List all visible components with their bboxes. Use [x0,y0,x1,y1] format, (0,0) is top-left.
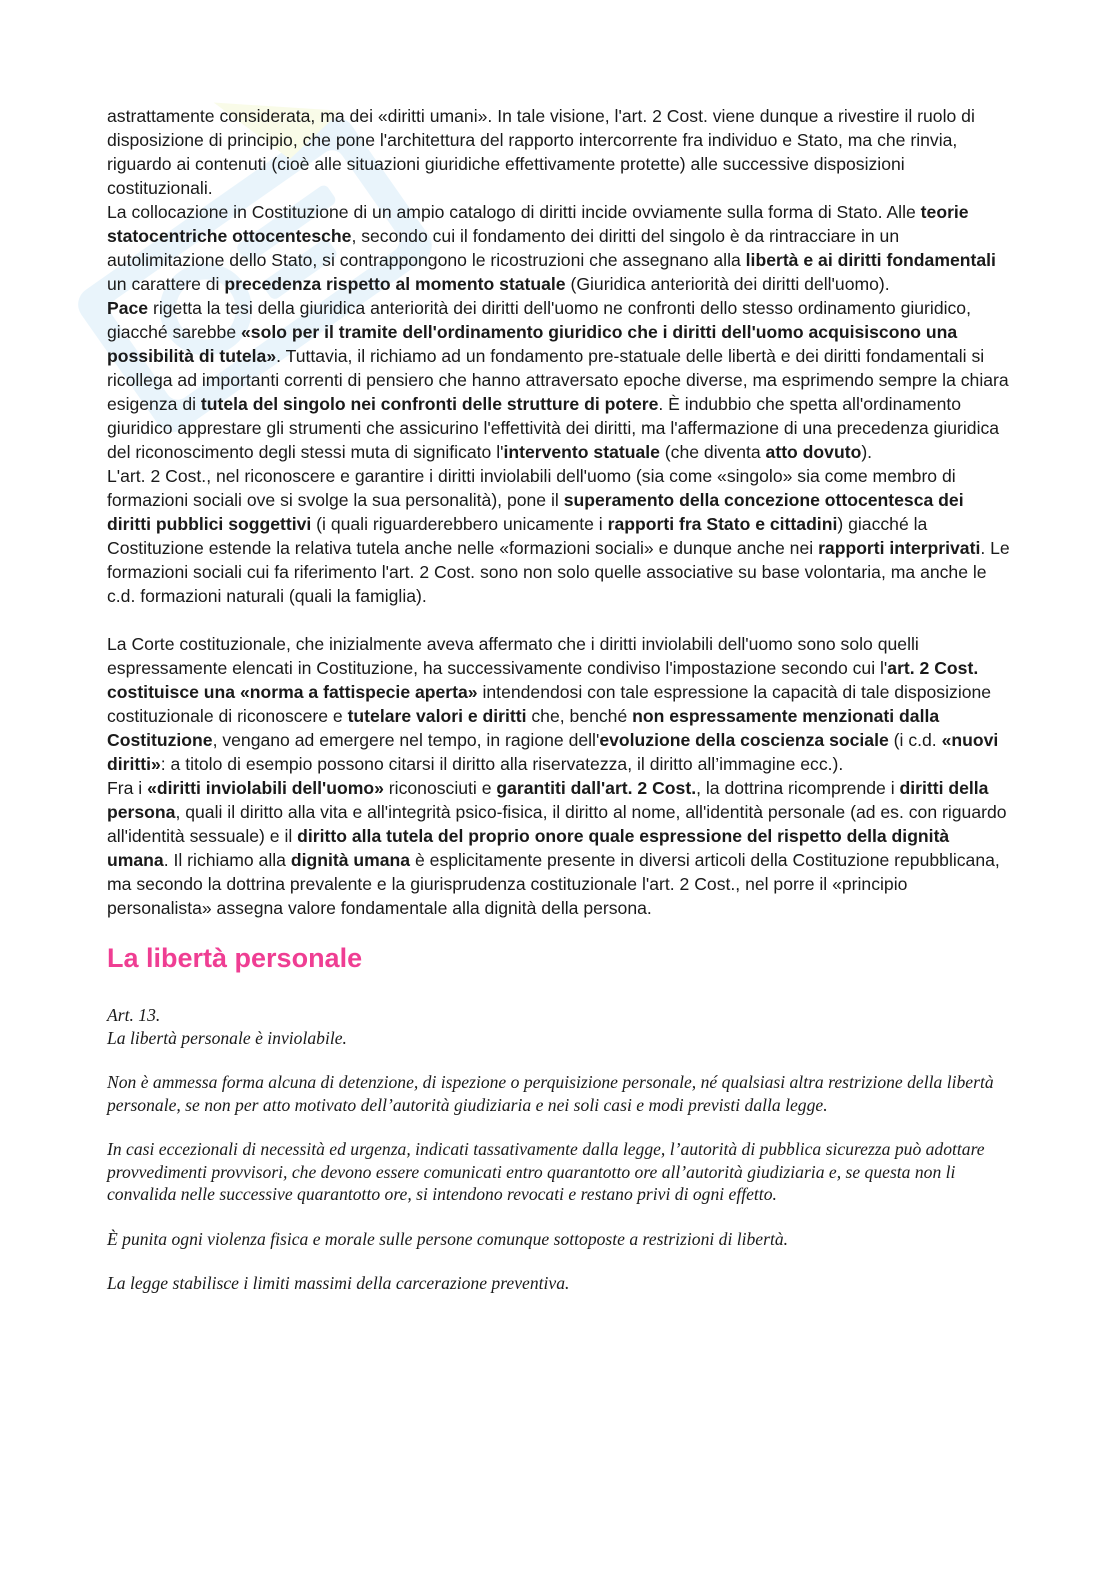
article-gap [107,1049,1012,1071]
text-run: . Tuttavia, il richiamo ad un fondamento pre-statuale delle libertà e dei diritti fondamentali si ricollega ad importanti correnti di pensiero che hanno attraversato epoche diverse, ma esprimendo sempre la chiara esigenza di [107,346,1009,414]
bold-text: «diritti inviolabili dell'uomo» [147,778,384,798]
article-paragraph: Non è ammessa forma alcuna di detenzione, di ispezione o perquisizione personale, né qualsiasi altra restrizione della libertà personale, se non per atto motivato dell’autorità giudiziaria e nei soli casi e modi previsti dalla legge. [107,1072,994,1115]
article-paragraph: La libertà personale è inviolabile. [107,1027,347,1048]
article-gap [107,1116,1012,1138]
article-block [107,1004,1012,1295]
article-gap [107,1206,1012,1228]
text-run: (i c.d. [888,730,942,750]
text-run: riconosciuti e [383,778,497,798]
paragraph [107,200,1012,296]
bold-text: diritto alla tutela del proprio onore quale espressione del rispetto della dignità umana [107,826,950,870]
bold-text: evoluzione della coscienza sociale [599,730,889,750]
bold-text: Pace [107,298,149,318]
bold-text: «solo per il tramite dell'ordinamento giuridico che i diritti dell'uomo acquisiscono una possibilità di tutela» [107,322,958,366]
article-paragraph: È punita ogni violenza fisica e morale sulle persone comunque sottoposte a restrizioni di libertà. [107,1228,789,1249]
text-run: intendendosi con tale espressione la capacità di tale disposizione costituzionale di riconoscere e [107,682,992,726]
bold-text: atto dovuto [765,442,862,462]
bold-text: libertà e ai diritti fondamentali [745,250,996,270]
text-run: (i quali riguarderebbero unicamente i [311,514,608,534]
paragraph [107,464,1012,608]
text-run: Fra i [107,778,148,798]
text-run: , la dottrina ricomprende i [696,778,900,798]
bold-text: precedenza rispetto al momento statuale [224,274,566,294]
bold-text: tutela del singolo nei confronti delle strutture di potere [200,394,659,414]
bold-text: diritti della persona [107,778,989,822]
bold-text: rapporti interprivati [818,538,981,558]
paragraph [107,104,1012,200]
article-heading: Art. 13. [107,1005,161,1025]
article-gap [107,1250,1012,1272]
bold-text: non espressamente menzionati dalla Costituzione [107,706,940,750]
bold-text: intervento statuale [503,442,660,462]
text-run: . È indubbio che spetta all'ordinamento giuridico apprestare gli strumenti che assicurino l'effettività dei diritti, ma l'affermazione di una precedenza giuridica del riconoscimento degli stessi muta di significato l' [107,394,1000,462]
paragraph-gap [107,608,1012,632]
bold-text: «nuovi diritti» [107,730,999,774]
text-run: un carattere di [107,274,225,294]
body-text [107,104,1012,920]
text-run: ). [861,442,873,462]
paragraph [107,776,1012,920]
document-page [107,104,1012,1295]
text-run: che, benché [526,706,633,726]
article-paragraph: In casi eccezionali di necessità ed urgenza, indicati tassativamente dalla legge, l’autorità di pubblica sicurezza può adottare provvedimenti provvisori, che devono essere comunicati entro quarantotto ore all’autorità giudiziaria e, se questa non li convalida nelle successive quarantotto ore, si intendono revocati e restano privi di ogni effetto. [107,1139,985,1204]
bold-text: rapporti fra Stato e cittadini [607,514,838,534]
text-run: è esplicitamente presente in diversi articoli della Costituzione repubblicana, ma secondo la dottrina prevalente e la giurisprudenza costituzionale l'art. 2 Cost., nel porre il «principio personalista» assegna valore fondamentale alla dignità della persona. [107,850,1000,918]
text-run: . Le formazioni sociali cui fa riferimento l'art. 2 Cost. sono non solo quelle associative su base volontaria, ma anche le c.d. formazioni naturali (quali la famiglia). [107,538,1010,606]
text-run: L'art. 2 Cost., nel riconoscere e garantire i diritti inviolabili dell'uomo (sia come «singolo» sia come membro di formazioni sociali ove si svolge la sua personalità), pone il [107,466,956,510]
text-run: , secondo cui il fondamento dei diritti del singolo è da rintracciare in un autolimitazione dello Stato, si contrappongono le ricostruzioni che assegnano alla [107,226,900,270]
section-title: La libertà personale [107,943,363,973]
paragraph [107,632,1012,776]
bold-text: dignità umana [290,850,411,870]
text-run: ) giacché la Costituzione estende la relativa tutela anche nelle «formazioni sociali» e dunque anche nei [107,514,928,558]
bold-text: garantiti dall'art. 2 Cost. [496,778,697,798]
text-run: La Corte costituzionale, che inizialmente aveva affermato che i diritti inviolabili dell'uomo sono solo quelli espressamente elencati in Costituzione, ha successivamente condiviso l'impostazione secondo cui l' [107,634,919,678]
bold-text: superamento della concezione ottocentesca dei diritti pubblici soggettivi [107,490,964,534]
text-run: rigetta la tesi della giuridica anteriorità dei diritti dell'uomo ne confronti dello stesso ordinamento giuridico, giacché sarebbe [107,298,971,342]
text-run: : a titolo di esempio possono citarsi il diritto alla riservatezza, il diritto all’immagine ecc.). [160,754,844,774]
text-run: astrattamente considerata, ma dei «diritti umani». In tale visione, l'art. 2 Cost. viene dunque a rivestire il ruolo di disposizione di principio, che pone l'architettura del rapporto intercorrente fra individuo e Stato, ma che rinvia, riguardo ai contenuti (cioè alle situazioni giuridiche effettivamente protette) alle successive disposizioni costituzionali. [107,106,975,198]
bold-text: teorie statocentriche ottocentesche [107,202,969,246]
text-run: La collocazione in Costituzione di un ampio catalogo di diritti incide ovviamente sulla forma di Stato. Alle [107,202,921,222]
text-run: . Il richiamo alla [163,850,291,870]
text-run: , vengano ad emergere nel tempo, in ragione dell' [212,730,600,750]
text-run: (che diventa [659,442,766,462]
paragraph [107,296,1012,464]
text-run: (Giuridica anteriorità dei diritti dell'uomo). [565,274,890,294]
bold-text: tutelare valori e diritti [347,706,527,726]
bold-text: art. 2 Cost. costituisce una «norma a fattispecie aperta» [107,658,979,702]
text-run: , quali il diritto alla vita e all'integrità psico-fisica, il diritto al nome, all'identità personale (ad es. con riguardo all'identità sessuale) e il [107,802,1007,846]
article-paragraph: La legge stabilisce i limiti massimi della carcerazione preventiva. [107,1273,570,1293]
